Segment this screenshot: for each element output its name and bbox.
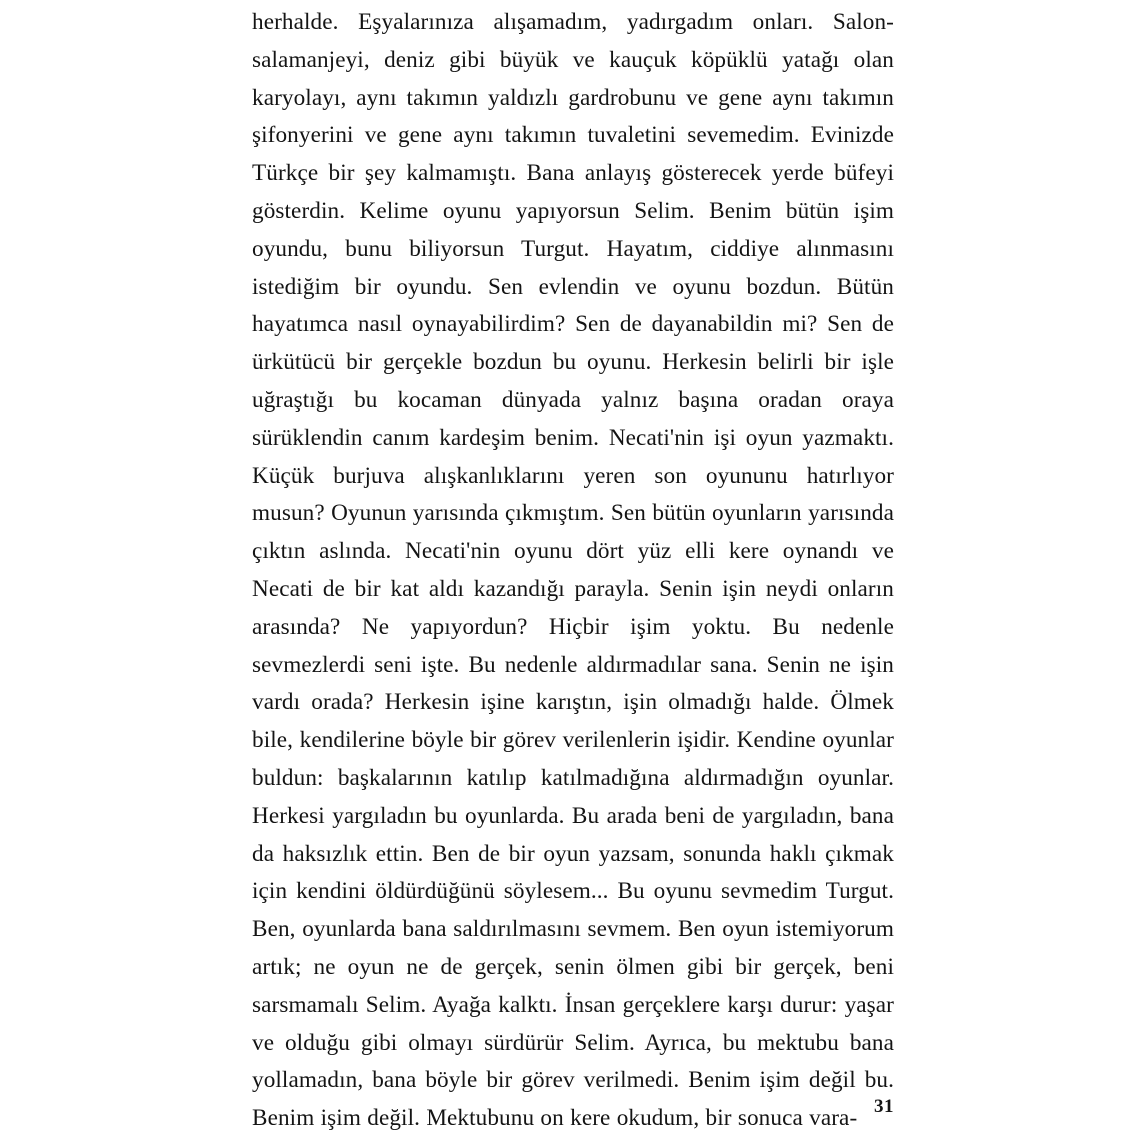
page-number: 31 [874,1096,894,1117]
text-column [252,4,894,1138]
body-paragraph: herhalde. Eşyalarınıza alışamadım, yadırgadım onları. Salon-salamanjeyi, deniz gibi büyük ve kauçuk köpüklü yatağı olan karyolayı, aynı takımın yaldızlı gardrobunu ve gene aynı takımın şifonyerini ve gene aynı takımın tuvaletini sevemedim. Evinizde Türkçe bir şey kalmamıştı. Bana anlayış gösterecek yerde büfeyi gösterdin. Kelime oyunu yapıyorsun Selim. Benim bütün işim oyundu, bunu biliyorsun Turgut. Hayatım, ciddiye alınmasını istediğim bir oyundu. Sen evlendin ve oyunu bozdun. Bütün hayatımca nasıl oynayabilirdim? Sen de dayanabildin mi? Sen de ürkütücü bir gerçekle bozdun bu oyunu. Herkesin belirli bir işle uğraştığı bu kocaman dünyada yalnız başına oradan oraya sürüklendin canım kardeşim benim. Necati'nin işi oyun yazmaktı. Küçük burjuva alışkanlıklarını yeren son oyununu hatırlıyor musun? Oyunun yarısında çıkmıştım. Sen bütün oyunların yarısında çıktın aslında. Necati'nin oyunu dört yüz elli kere oynandı ve Necati de bir kat aldı kazandığı parayla. Senin işin neydi onların arasında? Ne yapıyordun? Hiçbir işim yoktu. Bu nedenle sevmezlerdi seni işte. Bu nedenle aldırmadılar sana. Senin ne işin vardı orada? Herkesin işine karıştın, işin olmadığı halde. Ölmek bile, kendilerine böyle bir görev verilenlerin işidir. Kendine oyunlar buldun: başkalarının katılıp katılmadığına aldırmadığın oyunlar. Herkesi yargıladın bu oyunlarda. Bu arada beni de yargıladın, bana da haksızlık ettin. Ben de bir oyun yazsam, sonunda haklı çıkmak için kendini öldürdüğünü söylesem... Bu oyunu sevmedim Turgut. Ben, oyunlarda bana saldırılmasını sevmem. Ben oyun istemiyorum artık; ne oyun ne de gerçek, senin ölmen gibi bir gerçek, beni sarsmamalı Selim. Ayağa kalktı. İnsan gerçeklere karşı durur: yaşar ve olduğu gibi olmayı sürdürür Selim. Ayrıca, bu mektubu bana yollamadın, bana böyle bir görev verilmedi. Benim işim değil bu. Benim işim değil. Mektubunu on kere okudum, bir sonuca vara- [252,9,894,1132]
